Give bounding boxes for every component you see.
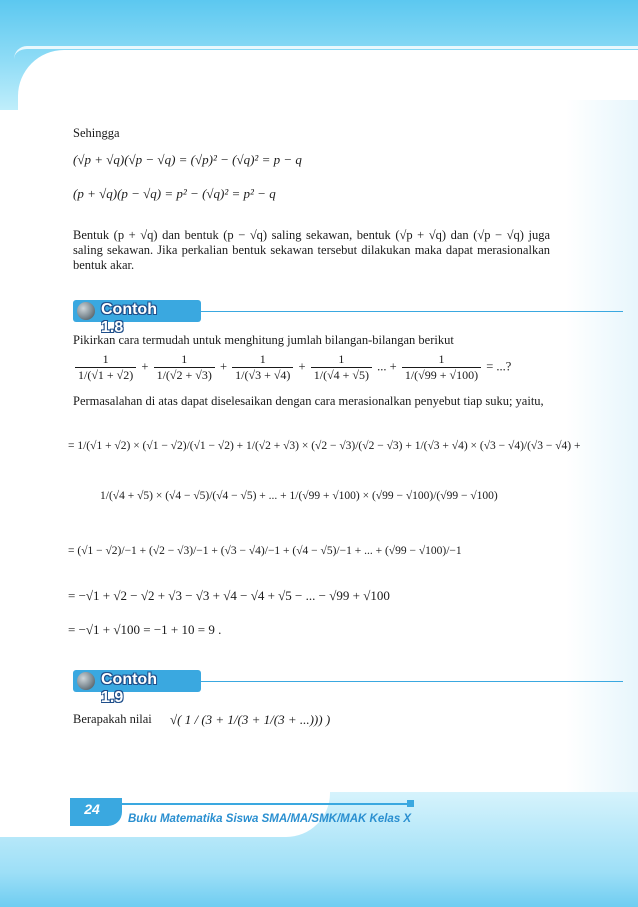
sum-term: $\frac{1}{1/(√1 + √2)}$ (75, 352, 136, 383)
equation-1: (√p + √q)(√p − √q) = (√p)² − (√q)² = p − q (73, 152, 302, 167)
globe-icon (77, 302, 95, 320)
example-rule (201, 311, 623, 312)
example-label: Contoh 1.9 (101, 671, 157, 706)
example-18-step3: = −√1 + √2 − √2 + √3 − √3 + √4 − √4 + √5 − ... − √99 + √100 (68, 588, 390, 603)
equation-2: (p + √q)(p − √q) = p² − (√q)² = p² − q (73, 186, 276, 201)
example-label: Contoh 1.8 (101, 301, 157, 336)
sum-term: $\frac{1}{1/(√3 + √4)}$ (232, 352, 293, 383)
example-18-step2: = (√1 − √2)/−1 + (√2 − √3)/−1 + (√3 − √4)/−1 + (√4 − √5)/−1 + ... + (√99 − √100)/−1 (68, 545, 462, 557)
example-18-step1b: 1/(√4 + √5) × (√4 − √5)/(√4 − √5) + ... + 1/(√99 + √100) × (√99 − √100)/(√99 − √100) (100, 490, 498, 502)
right-decor-strip (566, 100, 638, 820)
example-rule (201, 681, 623, 682)
example-19-question: Berapakah nilai (73, 712, 152, 726)
example-18-question: Pikirkan cara termudah untuk menghitung jumlah bilangan-bilangan berikut (73, 333, 454, 347)
sum-term: $\frac{1}{1/(√2 + √3)}$ (154, 352, 215, 383)
footer-rule (122, 803, 407, 805)
example-18-step4: = −√1 + √100 = −1 + 10 = 9 . (68, 622, 222, 637)
sum-result: = ...? (486, 359, 512, 374)
sum-operator: ... + (377, 359, 397, 374)
footer-rule-end (407, 800, 414, 807)
sum-term: $\frac{1}{1/(√99 + √100)}$ (402, 352, 481, 383)
sum-operator: + (219, 359, 228, 374)
page-number: 24 (84, 801, 100, 817)
example-18-explanation: Permasalahan di atas dapat diselesaikan dengan cara merasionalkan penyebut tiap suku; yaitu, (73, 394, 544, 408)
sum-term: $\frac{1}{1/(√4 + √5)}$ (311, 352, 372, 383)
sekawan-paragraph: Bentuk (p + √q) dan bentuk (p − √q) saling sekawan, bentuk (√p + √q) dan (√p − √q) juga saling sekawan. Jika perkalian bentuk sekawan tersebut dilakukan maka dapat merasionalkan bentuk akar. (73, 228, 550, 272)
globe-icon (77, 672, 95, 690)
book-title: Buku Matematika Siswa SMA/MA/SMK/MAK Kelas X (128, 813, 412, 825)
sum-operator: + (298, 359, 306, 374)
example-19-expression: √( 1 / (3 + 1/(3 + 1/(3 + ...))) ) (170, 712, 331, 727)
example-18-step1a: = 1/(√1 + √2) × (√1 − √2)/(√1 − √2) + 1/(√2 + √3) × (√2 − √3)/(√2 − √3) + 1/(√3 + √4) × (√3 − √4)/(√3 − √4) + (68, 440, 581, 452)
header-banner-cutout (18, 50, 638, 112)
example-18-sum (73, 352, 511, 383)
intro-text: Sehingga (73, 126, 120, 140)
sum-operator: + (141, 359, 149, 374)
